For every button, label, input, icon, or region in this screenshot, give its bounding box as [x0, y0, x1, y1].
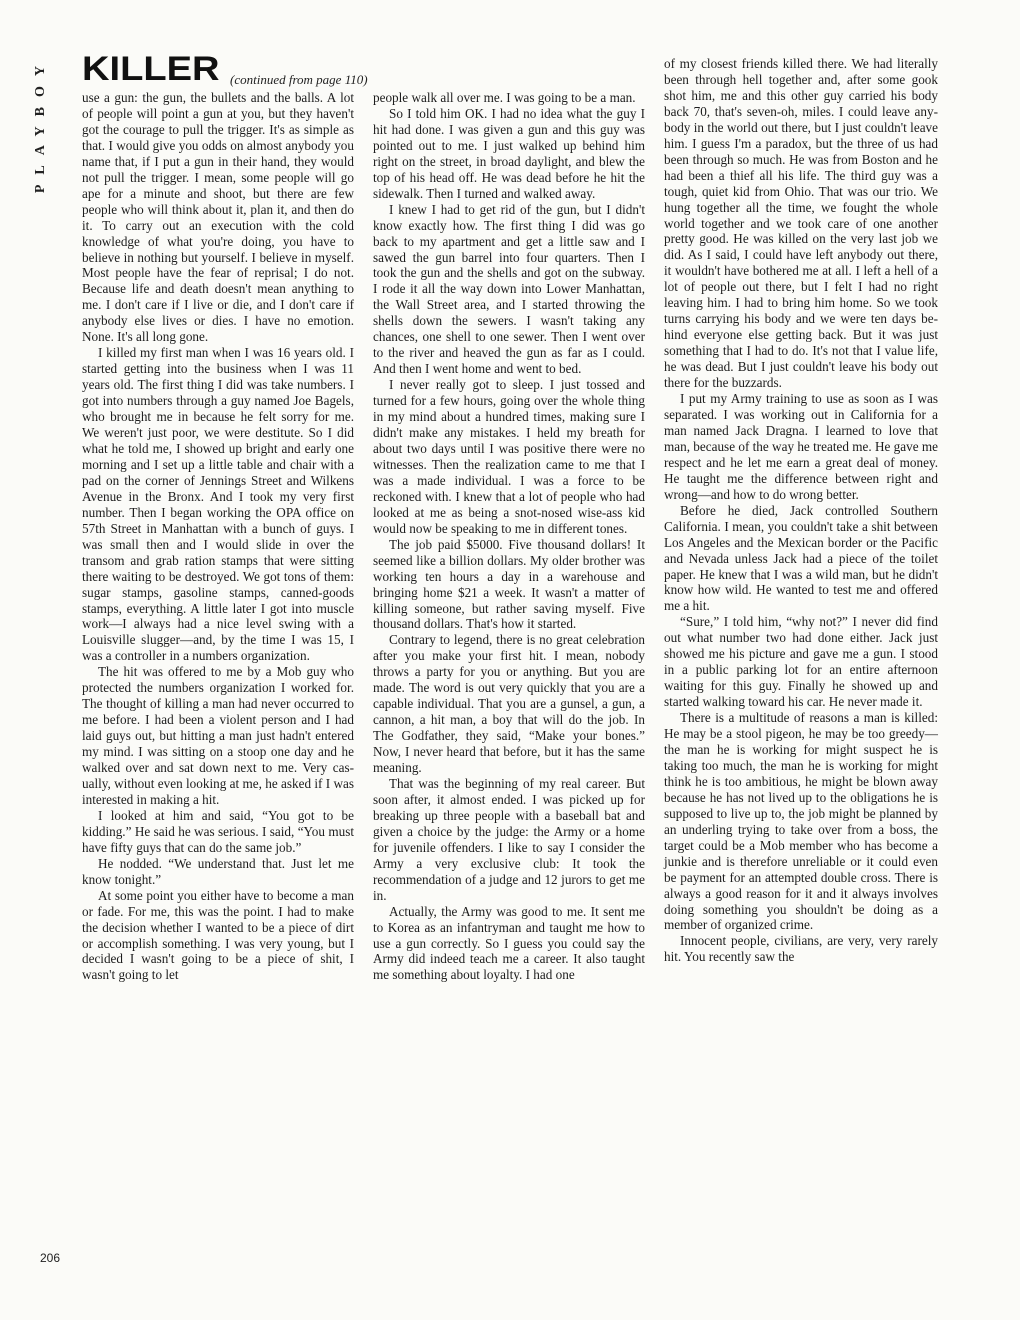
paragraph: Actually, the Army was good to me. It sent me to Korea as an infantryman and taught me how to use a gun correctly. So I guess you could say the Army did indeed teach me a career. It also taught me something about loyalty. I had one [373, 903, 645, 983]
paragraph: So I told him OK. I had no idea what the guy I hit had done. I was given a gun and this guy was pointed out to me. I just walked up behind him right on the street, in broad daylight, and blew the top of his head off. He was dead before he hit the sidewalk. Then I turned and walked away. [373, 105, 645, 201]
paragraph: Innocent people, civilians, are very, very rarely hit. You recently saw the [664, 933, 938, 965]
paragraph: The hit was offered to me by a Mob guy who protected the numbers organization I worked for. The thought of killing a man had never occurred to me before. I had been a violent person and I had laid guys out, but hitting a man just hadn't entered my mind. I was sitting on a stoop one day and he walked over and sat down next to me. Very casually, without even looking at me, he asked if I was interested in making a hit. [82, 664, 354, 807]
page-number: 206 [40, 1251, 61, 1265]
paragraph: I put my Army training to use as soon as I was separated. I was working out in California for a man named Jack Dragna. I learned to love that man, because of the way he treated me. He gave me respect and he let me earn a great deal of money. He taught me the difference between right and wrong—and how to do wrong better. [664, 391, 938, 502]
article-title: KILLER [82, 50, 220, 88]
paragraph: I knew I had to get rid of the gun, but I didn't know exactly how. The first thing I did was go back to my apartment and get a little saw and I sawed the gun barrel into four quarters. Then I took the gun and the shells and got on the subway. I rode it all the way down into Lower Manhattan, the Wall Street area, and I started throwing the shells down the sewers. I wasn't taking any chances, one shell to one sewer. Then I went over to the river and heaved the gun as far as I could. And then I went home and went to bed. [373, 201, 645, 377]
paragraph: At some point you either have to become a man or fade. For me, this was the point. I had to make the decision whether I wanted to be a piece of dirt or accomplish something. I was very young, but I decided I wasn't going to be a piece of shit, I wasn't going to let [82, 887, 354, 983]
paragraph: of my closest friends killed there. We had literally been through hell together and, after some gook shot him, me and this other guy carried his body back 70, that's seven-oh, miles. I could leave anybody in the world out there, but I just couldn't leave him. I guess I'm a paradox, but the three of us had been through so much. He was from Boston and he had been a thief all his life. The third guy was a tough, quiet kid from Ohio. That was our trio. We hung together all the time, we fought the whole world together and we took care of one another pretty good. He was killed on the very last job we did. As I said, I could have left anybody out there, it wouldn't have bothered me at all. I left a hell of a lot of people out there, but I felt I had no right leaving him. I had to bring him home. So we took turns carrying his body and we were ten days behind everyone else getting back. But it was just something that I had to do. It's not that I value life, he was dead. But I just couldn't leave his body out there for the buzzards. [664, 56, 938, 391]
paragraph: I killed my first man when I was 16 years old. I started getting into the business when I was 11 years old. The first thing I did was take numbers. I got into numbers through a guy named Joe Bagels, who brought me in because he felt sorry for me. We weren't just poor, we were destitute. So I did what he told me, I showed up bright and early one morning and I set up a little table and chair with a pad on the corner of Jennings Street and Wilkens Avenue in the Bronx. And I took my very first number. Then I began working the OPA office on 57th Street in Manhattan with a bunch of guys. I was small then and I would slide in over the transom and grab ration stamps that were sitting there waiting to be destroyed. We got tons of them: sugar stamps, gasoline stamps, canned-goods stamps, everything. A little later I got into muscle work—I always had a nice level swing with a Louisville slugger—and, by the time I was 15, I was a controller in a numbers organization. [82, 345, 354, 664]
paragraph: There is a multitude of reasons a man is killed: He may be a stool pigeon, he may be too greedy—the man he is working for might suspect he is taking too much, the man he is working for might think he is too ambitious, he might be blown away because he has not lived up to the obligations he is supposed to live up to, the job might be planned by an underling trying to take over from a boss, the target could be a Mob member who has become a junkie and is therefore unreliable or it could even be payment for an attempted double cross. There is always a good reason for it and it always involves doing something you shouldn't be doing as a member of organized crime. [664, 710, 938, 933]
column-1 [82, 90, 354, 983]
paragraph: “Sure,” I told him, “why not?” I never did find out what number two had done either. Jack just showed me his picture and gave me a gun. I stood in a public parking lot for an entire afternoon waiting for this guy. Finally he showed up and started walking toward his car. He never made it. [664, 614, 938, 710]
paragraph: Before he died, Jack controlled Southern California. I mean, you couldn't take a shit between Los Angeles and the Mexican border or the Pacific and Nevada unless Jack had a piece of the toilet paper. He knew that I was a wild man, but he didn't know how wild. He wanted to test me and offered me a hit. [664, 502, 938, 614]
paragraph: I looked at him and said, “You got to be kidding.” He said he was serious. I said, “You must have fifty guys that can do the same job.” [82, 807, 354, 855]
paragraph: He nodded. “We understand that. Just let me know tonight.” [82, 855, 354, 887]
paragraph: Contrary to legend, there is no great celebration after you make your first hit. I mean, nobody throws a party for you or anything. But you are made. The word is out very quickly that you are a capable individual. That you are a gunsel, a gun, a cannon, a hit man, a boy that will do the job. In The Godfather, they said, “Make your bones.” Now, I never heard that before, but it has the same meaning. [373, 632, 645, 776]
paragraph: use a gun: the gun, the bullets and the balls. A lot of people will point a gun at you, but they haven't got the courage to pull the trigger. It's as simple as that. I would give you odds on almost anybody you name that, if I put a gun in their hand, they would not pull the trigger. I mean, some people will go ape for a minute and shoot, but there are few people who will think about it, plan it, and then do it. To carry out an execution with the cold knowledge of what you're doing, you have to believe in nothing but yourself. I believe in myself. Most people have the fear of reprisal; I do not. Because life and death doesn't mean anything to me. I don't care if I live or die, and I don't care if anybody else lives or dies. I have no emotion. None. It's all long gone. [82, 90, 354, 345]
column-3 [664, 56, 938, 965]
paragraph: The job paid $5000. Five thousand dollars! It seemed like a billion dollars. My older brother was working ten hours a day in a warehouse and bringing home $21 a week. It wasn't a matter of killing someone, but rather saving myself. Five thousand dollars. That's how it started. [373, 536, 645, 632]
column-2 [373, 90, 645, 983]
magazine-name: PLAYBOY [33, 56, 48, 194]
paragraph: I never really got to sleep. I just tossed and turned for a few hours, going over the whole thing in my mind about a hundred times, making sure I didn't make any mistakes. I held my breath for about two days until I was positive there were no witnesses. Then the realization came to me that I was a made individual. I was a force to be reckoned with. I knew that a lot of people who had looked at me as being a snot-nosed wise-ass kid would now be speaking to me in different tones. [373, 377, 645, 536]
paragraph: people walk all over me. I was going to be a man. [373, 90, 636, 105]
continued-note: (continued from page 110) [230, 72, 368, 87]
paragraph: That was the beginning of my real career. But soon after, it almost ended. I was picked up for breaking up three people with a baseball bat and given a choice by the judge: the Army or a home for juvenile offenders. I like to say I consider the Army a very exclusive club: It took the recommendation of a judge and 12 jurors to get me in. [373, 775, 645, 903]
